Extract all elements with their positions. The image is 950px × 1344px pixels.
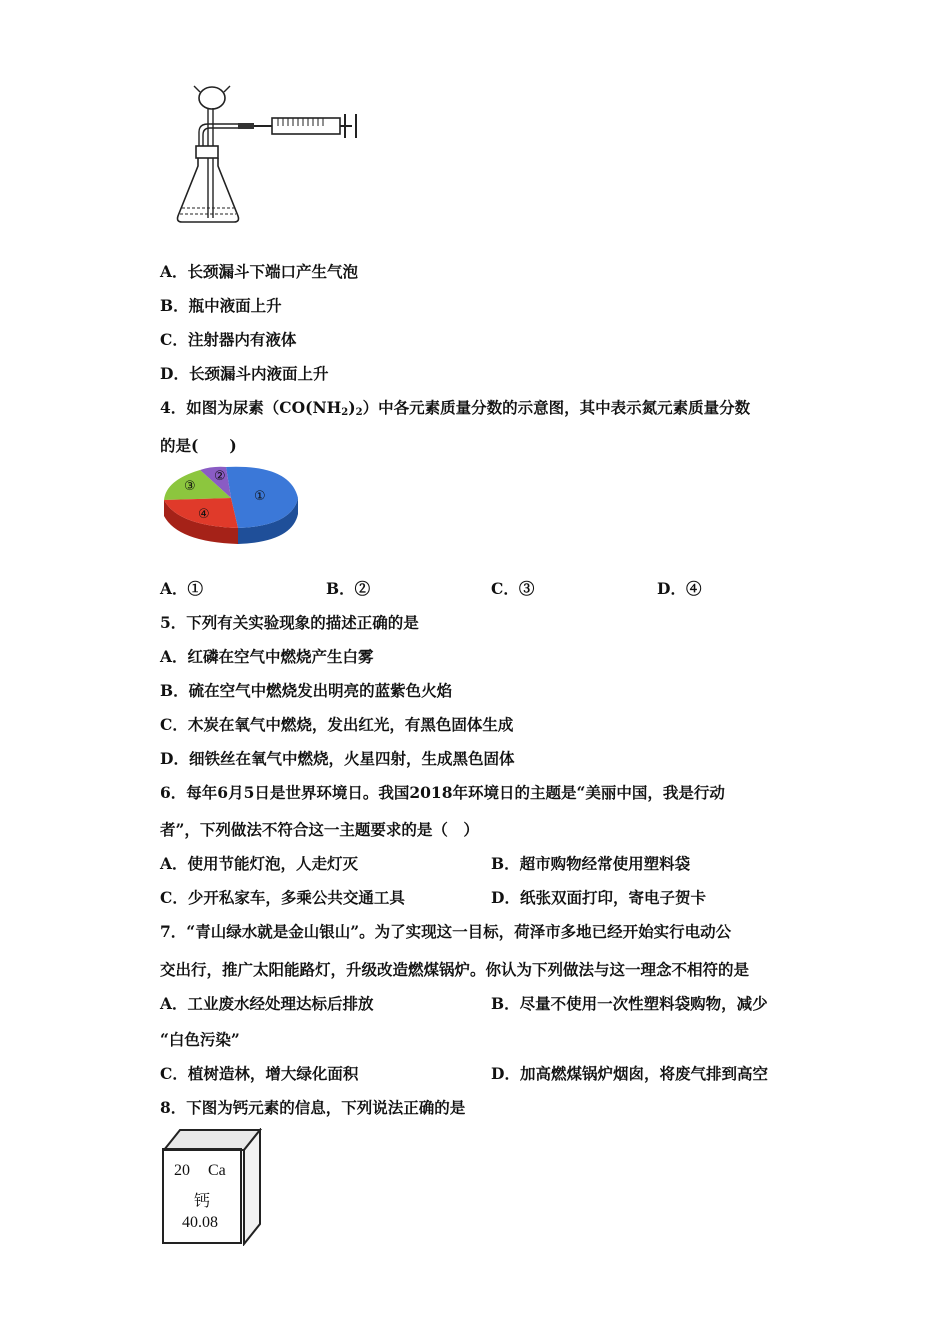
pie-label-4: ④ [198, 507, 210, 522]
q7-option-c: C．植树造林，增大绿化面积 [160, 1064, 359, 1083]
q6-stem-line1: 6．每年6月5日是世界环境日。我国2018年环境日的主题是“美丽中国，我是行动 [160, 783, 725, 802]
q4-option-a: A．① [160, 579, 204, 598]
q6-option-c: C．少开私家车，多乘公共交通工具 [160, 888, 405, 907]
element-name: 钙 [194, 1193, 211, 1210]
element-card [162, 1148, 242, 1244]
pie-label-1: ① [254, 489, 266, 504]
syringe-barrel [272, 118, 340, 134]
atomic-number: 20 [174, 1162, 190, 1179]
q6-stem-line2: 者”，下列做法不符合这一主题要求的是（ ） [160, 820, 479, 839]
pie-label-3: ③ [184, 479, 196, 494]
q5-option-a: A．红磷在空气中燃烧产生白雾 [160, 647, 374, 666]
q5-stem: 5．下列有关实验现象的描述正确的是 [160, 613, 419, 632]
q4-option-b: B．② [326, 579, 371, 598]
q7-option-b-line2: “白色污染” [160, 1030, 240, 1049]
q7-stem-line2: 交出行，推广太阳能路灯，升级改造燃煤锅炉。你认为下列做法与这一理念不相符的是 [160, 960, 750, 979]
q3-option-c: C．注射器内有液体 [160, 330, 297, 349]
q7-stem-line1: 7．“青山绿水就是金山银山”。为了实现这一目标，荷泽市多地已经开始实行电动公 [160, 922, 732, 941]
q3-option-d: D．长颈漏斗内液面上升 [160, 364, 329, 383]
atomic-mass: 40.08 [182, 1214, 218, 1231]
q6-option-a: A．使用节能灯泡，人走灯灭 [160, 854, 359, 873]
q8-stem: 8．下图为钙元素的信息，下列说法正确的是 [160, 1098, 466, 1117]
q5-option-d: D．细铁丝在氧气中燃烧，火星四射，生成黑色固体 [160, 749, 515, 768]
stopper [196, 146, 218, 158]
element-symbol: Ca [208, 1162, 226, 1179]
q5-option-c: C．木炭在氧气中燃烧，发出红光，有黑色固体生成 [160, 715, 514, 734]
q6-option-d: D．纸张双面打印，寄电子贺卡 [491, 888, 706, 907]
apparatus-figure [170, 80, 370, 230]
q3-option-a: A．长颈漏斗下端口产生气泡 [160, 262, 359, 281]
q7-option-d: D．加高燃煤锅炉烟囱，将废气排到高空 [491, 1064, 768, 1083]
funnel-bulb [199, 87, 225, 109]
q4-option-d: D．④ [657, 579, 702, 598]
q3-option-b: B．瓶中液面上升 [160, 296, 282, 315]
q7-option-a: A．工业废水经处理达标后排放 [160, 994, 374, 1013]
urea-pie-chart [158, 462, 304, 550]
q4-stem-line1: 4．如图为尿素$(CO(NH_2)_2)$中各元素质量分数的示意图，其中表示氮元素质量分数 [160, 398, 751, 418]
q4-option-c: C．③ [491, 579, 535, 598]
q6-option-b: B．超市购物经常使用塑料袋 [491, 854, 691, 873]
pie-label-2: ② [214, 469, 226, 484]
q4-stem-line2: 的是( ) [160, 436, 237, 455]
q5-option-b: B．硫在空气中燃烧发出明亮的蓝紫色火焰 [160, 681, 453, 700]
q7-option-b-line1: B．尽量不使用一次性塑料袋购物，减少 [491, 994, 768, 1013]
